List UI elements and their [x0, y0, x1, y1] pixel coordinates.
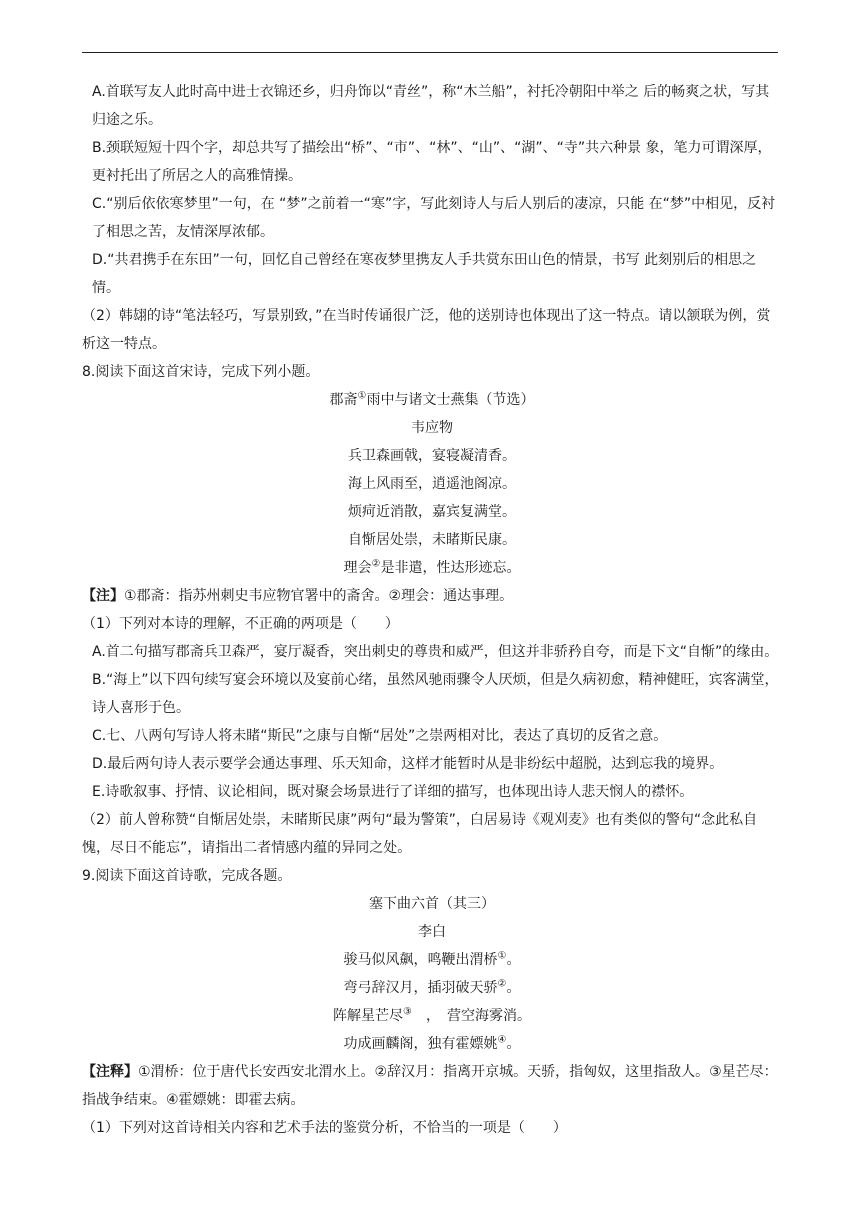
- q9-poem-line: 骏马似风飙，鸣鞭出渭桥①。: [343, 950, 521, 968]
- q8-option-a: A.首二句描写郡斋兵卫森严，宴厅凝香，突出刺史的尊贵和威严，但这并非骄矜自夸，而是下文“自惭”的缘由。: [92, 644, 779, 660]
- q8-option-b: B.“海上”以下四句续写宴会环境以及宴前心绪，虽然风驰雨骤令人厌烦，但是久病初愈，精神健旺，宾客满堂，诗人喜形于色。: [92, 672, 779, 716]
- q8-stem: 8.阅读下面这首宋诗，完成下列小题。: [82, 364, 320, 380]
- q8-option-d: D.最后两句诗人表示要学会通达事理、乐天知命，这样才能暂时从是非纷纭中超脱，达到忘我的境界。: [92, 756, 724, 772]
- q8-subquestion-2: （2）前人曾称赞“自惭居处崇，未睹斯民康”两句“最为警策”，白居易诗《观刈麦》也有类似的警句“念此私自愧，尽日不能忘”，请指出二者情感内蕴的异同之处。: [82, 812, 758, 856]
- q8-poem-line: 兵卫森画戟，宴寝凝清香。: [348, 448, 516, 464]
- q8-option-c: C.七、八两句写诗人将未睹“斯民”之康与自惭“居处”之崇两相对比，表达了真切的反省之意。: [92, 728, 668, 744]
- q9-subquestion-1: （1）下列对这首诗相关内容和艺术手法的鉴赏分析，不恰当的一项是（ ）: [82, 1120, 567, 1136]
- q8-note: 【注】①郡斋：指苏州刺史韦应物官署中的斋舍。②理会：通达事理。: [82, 588, 514, 604]
- q9-stem: 9.阅读下面这首诗歌，完成各题。: [82, 868, 292, 884]
- q8-poem-line: 海上风雨至，逍遥池阁凉。: [348, 476, 516, 492]
- q8-poem-line: 烦疴近消散，嘉宾复满堂。: [348, 504, 516, 520]
- q8-poem-line: 自惭居处崇，未睹斯民康。: [348, 532, 516, 548]
- q9-poem-author: 李白: [418, 924, 446, 940]
- q8-poem-title: 郡斋①雨中与诸文士燕集（节选）: [329, 390, 535, 408]
- footnote-marker: ①: [497, 950, 507, 962]
- q8-poem-line: 理会②是非遣，性达形迹忘。: [343, 558, 521, 576]
- header-rule: [82, 52, 778, 53]
- footnote-marker: ②: [371, 558, 381, 570]
- q7-subquestion-2: （2）韩翃的诗“笔法轻巧，写景别致，”在当时传诵很广泛，他的送别诗也体现出了这一特点。请以颔联为例，赏析这一特点。: [82, 308, 771, 352]
- footnote-marker: ④: [497, 1034, 507, 1046]
- q7-option-d: D.“共君携手在东田”一句，回忆自己曾经在寒夜梦里携友人手共赏东田山色的情景，书写 此刻别后的相思之情。: [92, 252, 757, 296]
- document-body: [82, 78, 782, 1142]
- q9-poem-line: 弯弓辞汉月，插羽破天骄②。: [343, 978, 521, 996]
- q8-subquestion-1: （1）下列对本诗的理解，不正确的两项是（ ）: [82, 616, 399, 632]
- q9-poem-line: 功成画麟阁，独有霍嫖姚④。: [343, 1034, 521, 1052]
- footnote-marker: ①: [357, 390, 367, 402]
- q9-poem-title: 塞下曲六首（其三）: [369, 896, 495, 912]
- q9-note: 【注释】①渭桥：位于唐代长安西安北渭水上。②辞汉月：指离开京城。天骄，指匈奴，这里指敌人。③星芒尽：指战争结束。④霍嫖姚：即霍去病。: [82, 1064, 778, 1108]
- q7-option-a: A.首联写友人此时高中进士衣锦还乡，归舟饰以“青丝”，称“木兰船”，衬托冷朝阳中举之 后的畅爽之状，写其归途之乐。: [92, 84, 770, 128]
- footnote-marker: ③: [403, 1006, 412, 1018]
- q7-option-c: C.“别后依依寒梦里”一句，在 “梦”之前着一“寒”字，写此刻诗人与后人别后的凄凉，只能 在“梦”中相见，反衬了相思之苦，友情深厚浓郁。: [92, 196, 776, 240]
- q8-poem-author: 韦应物: [411, 420, 453, 436]
- footnote-marker: ②: [497, 978, 507, 990]
- q9-poem-line: 阵解星芒尽③ ， 营空海雾消。: [333, 1006, 531, 1024]
- q7-option-b: B.颈联短短十四个字，却总共写了描绘出“桥”、“市”、“林”、“山”、“湖”、“寺”共六种景 象，笔力可谓深厚，更衬托出了所居之人的高雅情操。: [92, 140, 772, 184]
- q8-option-e: E.诗歌叙事、抒情、议论相间，既对聚会场景进行了详细的描写，也体现出诗人悲天悯人的襟怀。: [92, 784, 694, 800]
